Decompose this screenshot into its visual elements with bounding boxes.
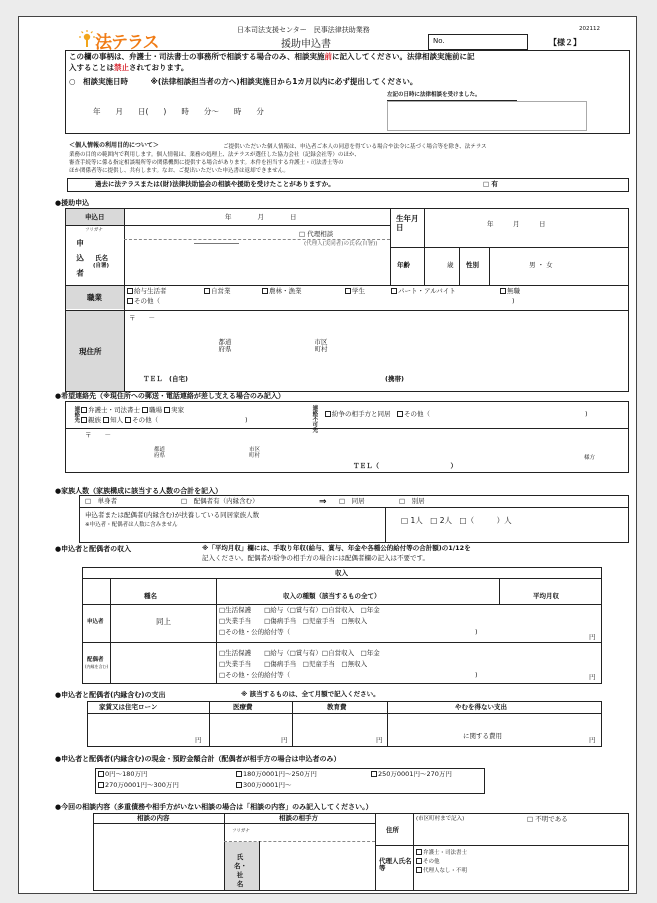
- agent-opt-none[interactable]: 代理人なし・不明: [416, 867, 467, 874]
- pref-label: 都道府県: [218, 338, 232, 354]
- name-label: 氏名: [95, 254, 108, 262]
- expense-rent-yen: 円: [195, 736, 202, 744]
- contact-pref: 都道府県: [154, 447, 166, 460]
- privacy-line1: ご提供いただいた個人情報は、申込者ご本人の同意を得ている場合や法令に基づく場合等を除き、法テラス: [223, 144, 487, 150]
- logo: 法テラス: [79, 26, 179, 52]
- job-opt-part[interactable]: パート・アルバイト: [391, 288, 456, 295]
- expense-medical-label: 医療費: [233, 703, 253, 711]
- expense-other-note: に関する費用: [463, 732, 502, 740]
- center-name: 日本司法支援センター 民事法律扶助業務: [237, 26, 370, 34]
- section-family: ● 家族人数（家族構成に該当する人数の合計を記入）: [55, 486, 222, 496]
- expenses-note: ※ 該当するものは、全て月額で記入ください。: [241, 690, 380, 698]
- tel-mobile[interactable]: (携帯): [385, 375, 404, 383]
- application-form: [18, 16, 637, 894]
- opts2-close: ): [245, 416, 248, 424]
- no-label: No.: [433, 37, 445, 45]
- expense-other-label: やむを得ない支出: [455, 703, 507, 711]
- age-unit: 歳: [447, 261, 454, 269]
- income-source-header: 収入の種類（該当するもの全て）: [283, 592, 381, 600]
- gender-value[interactable]: 男 ・ 女: [529, 261, 553, 269]
- family-separate[interactable]: □ 別居: [399, 497, 425, 505]
- city-label: 市区町村: [314, 338, 328, 354]
- section-contact: ● 希望連絡先（※現住所への郵送・電話連絡が差し支える場合のみ記入）: [55, 391, 285, 401]
- opponent-address-label: 住所: [386, 826, 399, 834]
- privacy-title: ＜個人情報の利用目的について＞: [69, 142, 159, 149]
- income-applicant-yen: 円: [589, 633, 596, 641]
- savings-opt-3[interactable]: 250万0001円～270万円: [371, 771, 452, 778]
- opponent-name-label: 氏名・社名: [234, 853, 247, 889]
- agent-name-label: 代理人氏名等: [379, 857, 412, 873]
- section-savings: ● 申込者と配偶者(内縁含む)の現金・預貯金額合計（配偶者が相手方の場合は申込者のみ）: [55, 754, 341, 764]
- agent-note: (代理人(実同者)の氏名(自署)): [304, 241, 378, 247]
- section-consultation: ● 今回の相談内容（多重債務や相手方がいない相談の場合は「相談の内容」のみ記入してください。）: [55, 802, 373, 812]
- consult-date-label: ○ 相談実施日時 ※(法律相談担当者の方へ)相談実施日から1カ月以内に必ず提出してください。: [69, 77, 418, 86]
- job-label: 職業: [87, 293, 102, 302]
- page-title: 援助申込書: [281, 39, 331, 50]
- contact-opts-2[interactable]: 親族 知人 その他（: [81, 417, 158, 424]
- notice-line2: 入することは禁止されております。: [69, 63, 189, 72]
- section-expenses: ● 申込者と配偶者(内縁含む)の支出: [55, 690, 166, 700]
- no-contact-close: ): [585, 410, 588, 418]
- tel-home[interactable]: ＴＥＬ (自宅): [143, 375, 188, 383]
- income-applicant-name: 同上: [156, 617, 171, 626]
- age-label: 年齢: [397, 261, 410, 269]
- job-other-close: ): [512, 297, 515, 305]
- contact-postal[interactable]: 〒 －: [85, 431, 111, 439]
- opponent-unknown[interactable]: □ 不明である: [527, 815, 568, 823]
- savings-opt-2[interactable]: 180万0001円～250万円: [236, 771, 317, 778]
- contact-opts-1[interactable]: 弁護士・司法書士 職場 実家: [81, 407, 184, 414]
- dependents-options[interactable]: □ 1人 □ 2人 □（ ）人: [401, 516, 512, 525]
- savings-opt-5[interactable]: 300万0001円～: [236, 782, 291, 789]
- job-opt-farm[interactable]: 農林・漁業: [262, 288, 302, 295]
- postal-code[interactable]: 〒 －: [129, 314, 155, 322]
- income-spouse-sub: (内縁を含む): [85, 664, 109, 669]
- agent-opt-lawyer[interactable]: 弁護士・司法書士: [416, 849, 467, 856]
- birth-value[interactable]: 年 月 日: [487, 220, 546, 228]
- job-opt-self[interactable]: 自営業: [204, 288, 231, 295]
- privacy-line2: 業務の目的の範囲内で利用します。個人情報は、業務の処理上、法テラスが選任した協力会社（記録会社等）のほか、: [69, 152, 360, 158]
- no-contact-label: 連絡不可先: [311, 405, 318, 433]
- furigana-label: フリガナ: [85, 228, 103, 233]
- agent-check[interactable]: □ 代理相談: [299, 230, 334, 238]
- consultation-content-label: 相談の内容: [137, 814, 170, 822]
- contact-city: 市区町村: [249, 447, 261, 460]
- income-applicant-r1[interactable]: □生活保護 □給与（□賞与有）□自営収入 □年金: [219, 606, 380, 614]
- address-label: 現住所: [79, 347, 102, 356]
- income-spouse-label: 配偶者: [87, 657, 104, 663]
- opponent-address-note: (市区町村まで記入): [416, 816, 465, 822]
- family-same[interactable]: □ 同居: [339, 497, 365, 505]
- gender-label: 性別: [466, 261, 479, 269]
- name-sub: (自署): [93, 263, 110, 269]
- job-opt-none[interactable]: 無職: [500, 288, 520, 295]
- privacy-line4: ほか関係者等に提供し、共有します。なお、ご提出いただいた申込書は返却できません。: [69, 168, 289, 174]
- expense-education-yen: 円: [376, 736, 383, 744]
- signature-box[interactable]: [387, 101, 587, 131]
- apply-date-value[interactable]: 年 月 日: [225, 213, 297, 221]
- expense-other-yen: 円: [589, 736, 596, 744]
- income-applicant-r2[interactable]: □失業手当 □傷病手当 □児童手当 □無収入: [219, 617, 368, 625]
- income-note-2: 記入ください。配偶者が紛争の相手方の場合には配偶者欄の記入は不要です。: [202, 554, 429, 562]
- past-use-question: 過去に法テラスまたは(財)法律扶助協会の相談や援助を受けたことがありますか。: [95, 180, 335, 188]
- income-spouse-close: ): [475, 671, 478, 679]
- savings-opt-4[interactable]: 270万0001円～300万円: [98, 782, 179, 789]
- sun-icon: [79, 30, 95, 48]
- opponent-furigana: フリガナ: [232, 829, 250, 834]
- income-applicant-close: ): [475, 628, 478, 636]
- income-header: 収入: [335, 569, 348, 577]
- job-opt-salary[interactable]: 給与生活者: [127, 288, 167, 295]
- monthly-header: 平均月収: [533, 592, 559, 600]
- income-note-1: ※「平均月収」欄には、手取り年収(給与、賞与、年金や各種公的給付等の合計額)の1/12を: [202, 544, 471, 552]
- savings-opt-1[interactable]: 0円～180万円: [98, 771, 148, 778]
- consult-date-fields[interactable]: 年 月 日( ) 時 分～ 時 分: [93, 107, 264, 116]
- income-spouse-r2[interactable]: □失業手当 □傷病手当 □児童手当 □無収入: [219, 660, 368, 668]
- family-spouse[interactable]: □ 配偶者有（内縁含む）: [181, 497, 259, 505]
- income-applicant-label: 申込者: [87, 619, 104, 625]
- income-spouse-r3[interactable]: □その他・公的給付等（: [219, 671, 291, 679]
- no-contact-opts[interactable]: 紛争の相手方と同居 その他（: [325, 411, 430, 418]
- expense-medical-yen: 円: [281, 736, 288, 744]
- job-opt-student[interactable]: 学生: [345, 288, 365, 295]
- birth-label: 生年月日: [396, 214, 419, 232]
- family-arrow: ⇒: [319, 497, 327, 507]
- income-spouse-r1[interactable]: □生活保護 □給与（□賞与有）□自営収入 □年金: [219, 649, 380, 657]
- expense-rent-label: 家賃又は住宅ローン: [99, 703, 158, 711]
- job-opt-other[interactable]: その他（: [127, 298, 160, 305]
- opponent-label: 相談の相手方: [279, 814, 318, 822]
- income-spouse-yen: 円: [589, 673, 596, 681]
- form-type: 【様２】: [549, 38, 581, 47]
- expense-education-label: 教育費: [327, 703, 347, 711]
- received-note: 左記の日時に法律相談を受けました。: [387, 92, 481, 98]
- contact-honorific: 様方: [584, 455, 596, 461]
- contact-tel[interactable]: ＴＥＬ（ ）: [353, 462, 457, 470]
- dependents-label: 申込者または配偶者(内縁含む)が扶養している同居家族人数: [85, 511, 260, 519]
- contact-label: 連絡先: [73, 406, 80, 423]
- income-type-header: 種名: [144, 592, 157, 600]
- family-single[interactable]: □ 単身者: [85, 497, 118, 505]
- section-income: ● 申込者と配偶者の収入: [55, 544, 131, 554]
- notice-line1: この欄の事柄は、弁護士・司法書士の事務所で相談する場合のみ、相談実施前に記入してください。法律相談実施前に記: [69, 52, 475, 61]
- income-applicant-r3[interactable]: □その他・公的給付等（: [219, 628, 291, 636]
- apply-date-label: 申込日: [85, 213, 105, 221]
- past-use-check[interactable]: □ 有: [483, 180, 498, 188]
- applicant-label: 申 込 者: [75, 239, 85, 277]
- section-aid-application: ● 援助申込: [55, 198, 89, 208]
- agent-opt-other[interactable]: その他: [416, 858, 440, 865]
- privacy-line3: 審査手続等に係る指定相談場所等の関係機関に提供する場合があります。本件を担当する弁護士・司法書士等の: [69, 160, 344, 166]
- doc-code: 202112: [579, 26, 600, 32]
- consultation-table: [93, 813, 629, 891]
- dependents-note: ※申込者・配偶者は人数に含みません: [85, 522, 178, 528]
